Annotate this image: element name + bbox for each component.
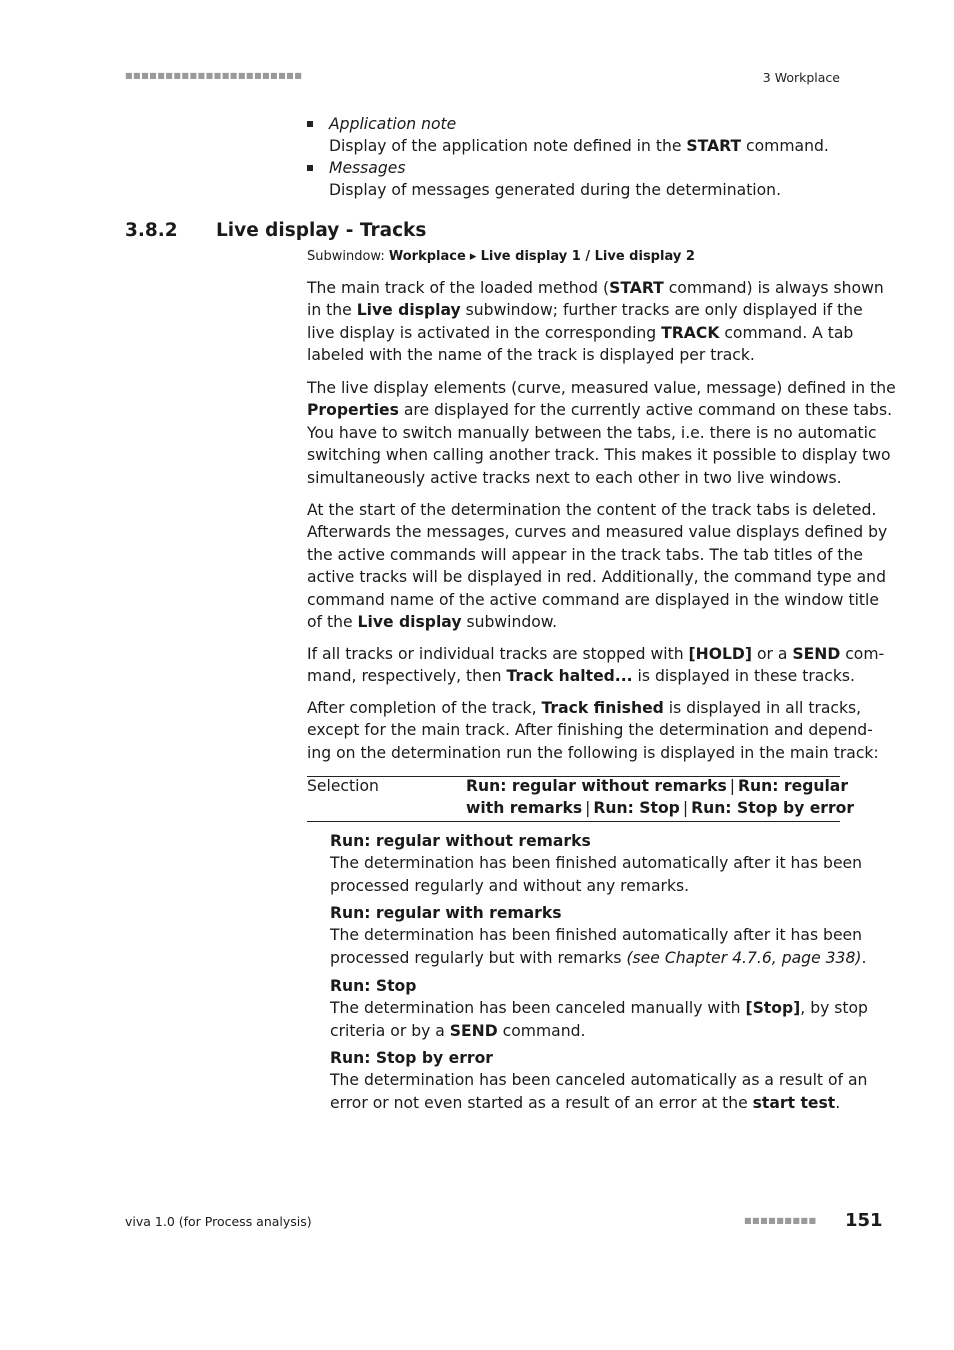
- option-stop-by-error: Run: Stop by error The determination has been canceled automatically as a result of an error or not even started as a result of an error at the start test.: [330, 1049, 868, 1112]
- paragraph-track-finished: After completion of the track, Track finished is displayed in all tracks, except for the main track. After finishing the determination and depend- ing on the determination run the following is displayed in the main track:: [307, 699, 879, 762]
- selection-values: Run: regular without remarks | Run: regular with remarks | Run: Stop | Run: Stop by error: [466, 777, 855, 818]
- chapter-reference-link[interactable]: (see Chapter 4.7.6, page 338): [626, 948, 862, 967]
- section-number: 3.8.2: [125, 220, 178, 241]
- paragraph-main-track: The main track of the loaded method (START command) is always shown in the Live display subwindow; further tracks are only displayed if the live display is activated in the corresponding TRACK command. A tab labeled with the name of the track is displayed per track.: [307, 279, 884, 365]
- bullet-title: Application note: [329, 115, 457, 133]
- chapter-header: 3 Workplace: [762, 70, 840, 85]
- subwindow-path: Subwindow: Workplace ▸ Live display 1 / Live display 2: [307, 249, 695, 264]
- page-number: 151: [845, 1210, 883, 1231]
- footer-product: viva 1.0 (for Process analysis): [125, 1214, 312, 1229]
- section-title: Live display - Tracks: [216, 220, 427, 241]
- paragraph-live-elements: The live display elements (curve, measured value, message) defined in the Properties are displayed for the currently active command on these tabs. You have to switch manually between the tabs, i.e. there is no automatic switching when calling another track. This makes it possible to display two simultaneously active tracks next to each other in two live windows.: [307, 379, 896, 487]
- header-decoration: ■■■■■■■■■■■■■■■■■■■■■■: [125, 71, 303, 80]
- paragraph-track-halted: If all tracks or individual tracks are stopped with [HOLD] or a SEND com- mand, respectively, then Track halted... is displayed in these tracks.: [307, 645, 885, 686]
- option-regular-with-remarks: Run: regular with remarks The determination has been finished automatically after it has been processed regularly but with remarks (see Chapter 4.7.6, page 338).: [330, 904, 867, 967]
- paragraph-determination-start: At the start of the determination the content of the track tabs is deleted. Afterwards the messages, curves and measured value displays defined by the active commands will appear in the track tabs. The tab titles of the active tracks will be displayed in red. Additionally, the command type and command name of the active command are displayed in the window title of the Live display subwindow.: [307, 501, 888, 631]
- selection-label: Selection: [307, 777, 379, 795]
- bullet-square-icon: [307, 121, 313, 127]
- bullet-description: Display of the application note defined in the START command.: [329, 137, 829, 155]
- bullet-title: Messages: [329, 159, 406, 177]
- arrow-right-icon: ▸: [465, 249, 481, 264]
- footer-decoration: ■■■■■■■■■: [744, 1216, 817, 1225]
- option-stop: Run: Stop The determination has been canceled manually with [Stop], by stop criteria or by a SEND command.: [330, 977, 868, 1040]
- bullet-description: Display of messages generated during the determination.: [329, 181, 782, 199]
- selection-table-bottom-rule: [307, 821, 840, 822]
- bullet-square-icon: [307, 165, 313, 171]
- option-regular-without-remarks: Run: regular without remarks The determination has been finished automatically after it has been processed regularly and without any remarks.: [330, 832, 863, 895]
